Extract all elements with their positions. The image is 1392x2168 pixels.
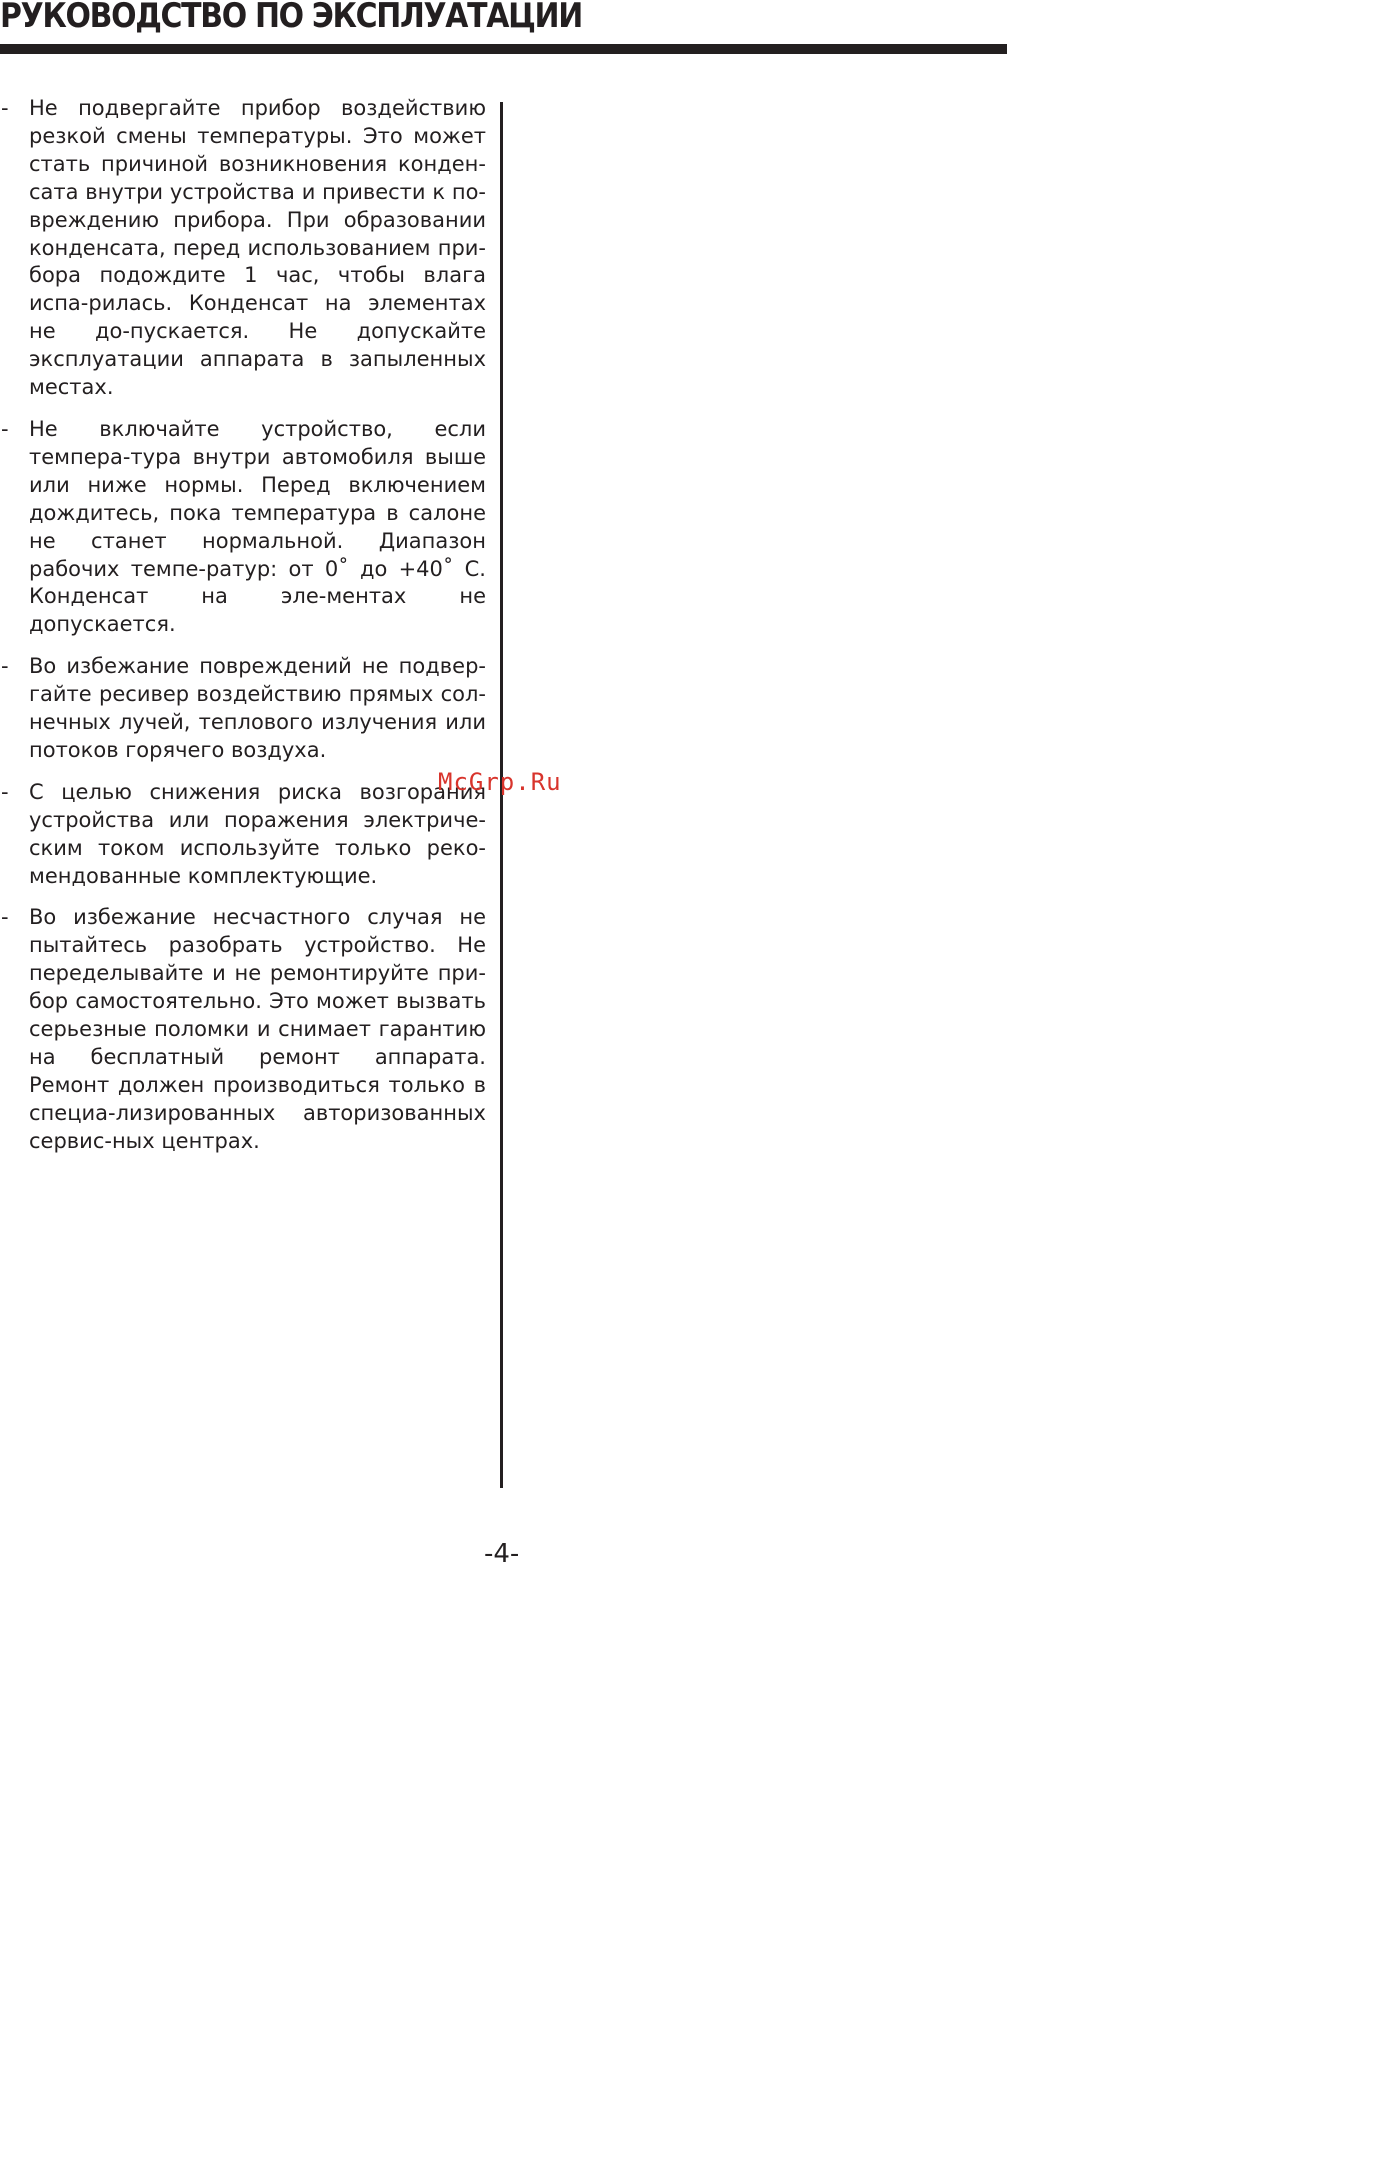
list-item: [0, 904, 486, 1155]
page-title: РУКОВОДСТВО ПО ЭКСПЛУАТАЦИИ: [0, 0, 582, 36]
list-bullet: -: [1, 96, 9, 120]
list-item: [0, 95, 486, 402]
list-bullet: -: [1, 779, 9, 804]
header-rule: [0, 44, 1007, 54]
list-item: [0, 416, 486, 639]
instructions-column: [0, 95, 486, 1170]
list-item-text: С целью снижения риска возгорания устройства или поражения электриче-ским током используйте только реко-мендованные комплектующие.: [29, 779, 486, 888]
list-item-text: Не подвергайте прибор воздействию резкой смены температуры. Это может стать причиной возникновения конден-сата внутри устройства и привести к по-вреждению прибора. При образовании конденсата, перед использованием при-бора подождите 1 час, чтобы влага испа-рилась. Конденсат на элементах не до-пускается. Не допускайте эксплуатации аппарата в запыленных местах.: [29, 96, 486, 400]
watermark: McGrp.Ru: [438, 768, 562, 796]
list-item-text: Во избежание повреждений не подвер-гайте ресивер воздействию прямых сол-нечных лучей, теплового излучения или потоков горячего воздуха.: [29, 654, 486, 762]
page-number: -4-: [484, 1539, 520, 1569]
list-bullet: -: [1, 905, 9, 930]
list-bullet: -: [1, 654, 9, 679]
list-item-text: Во избежание несчастного случая не пытайтесь разобрать устройство. Не переделывайте и не ремонтируйте при-бор самостоятельно. Это может вызвать серьезные поломки и снимает гарантию на бесплатный ремонт аппарата. Ремонт должен производиться только в специа-лизированных авторизованных сервис-ных центрах.: [29, 905, 486, 1153]
list-item: [0, 779, 486, 891]
list-item-text: Не включайте устройство, если темпера-тура внутри автомобиля выше или ниже нормы. Перед включением дождитесь, пока температура в салоне не станет нормальной. Диапазон рабочих темпе-ратур: от 0˚ до +40˚ С. Конденсат на эле-ментах не допускается.: [29, 416, 486, 637]
list-bullet: -: [1, 416, 9, 441]
list-item: [0, 653, 486, 765]
